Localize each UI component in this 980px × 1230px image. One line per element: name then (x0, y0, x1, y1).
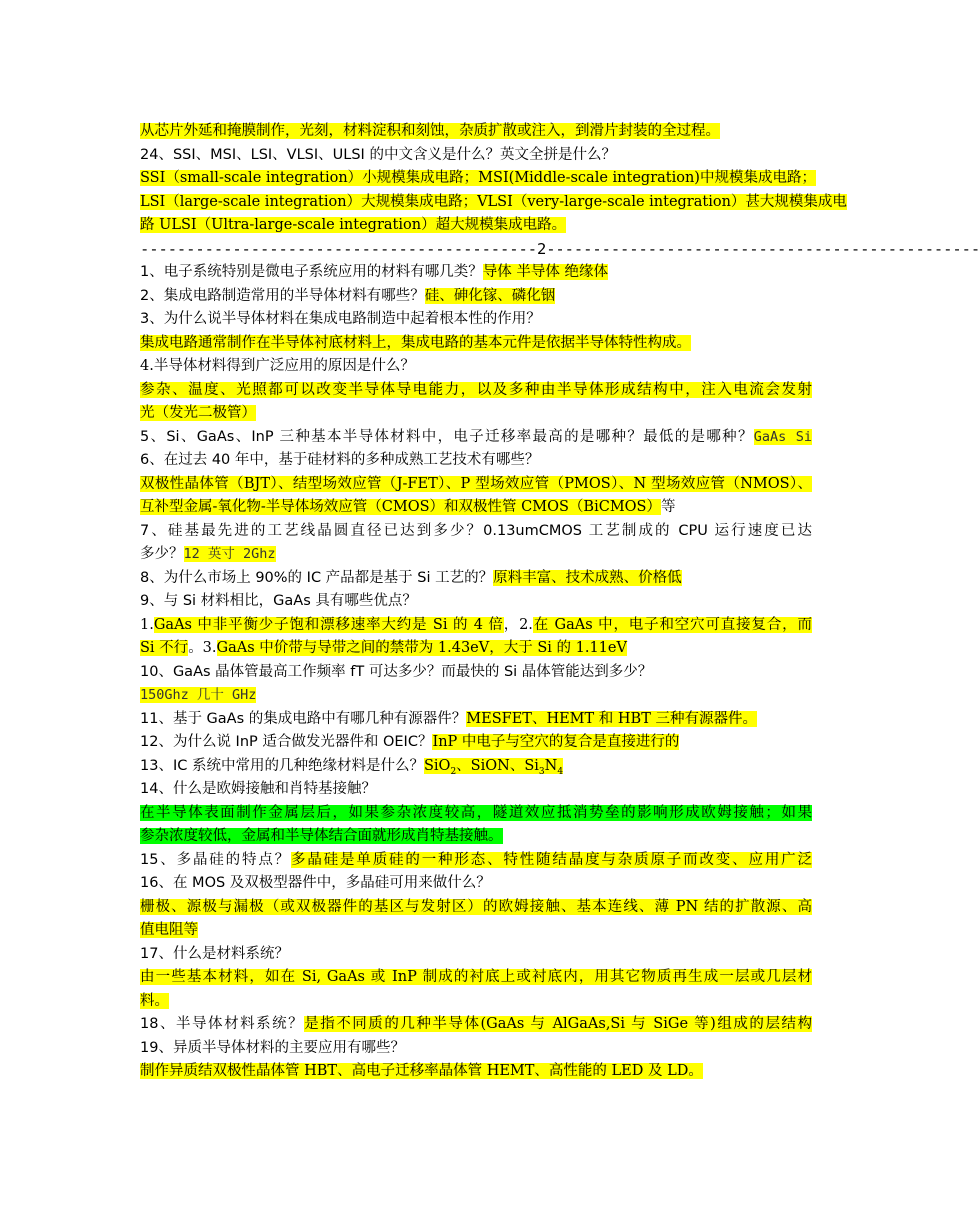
question-11 (140, 708, 812, 732)
question-18 (140, 1013, 812, 1037)
question-text: 1、电子系统特别是微电子系统应用的材料有哪几类？ (140, 264, 483, 280)
answer-line (140, 990, 812, 1014)
answer-text: SSI（small-scale integration）小规模集成电路；MSI(Middle-scale integration)中规模集成电路； (140, 170, 816, 186)
answer-line (140, 919, 812, 943)
answer-line (140, 896, 812, 920)
question-2 (140, 285, 812, 309)
question-19: 19、异质半导体材料的主要应用有哪些？ (140, 1039, 405, 1056)
formula-subscript: 4 (557, 766, 564, 777)
question-9: 9、与 Si 材料相比，GaAs 具有哪些优点？ (140, 593, 417, 609)
list-number: 1. (140, 616, 154, 633)
answer-line (140, 1060, 812, 1084)
question-text: 5、Si、GaAs、InP 三种基本半导体材料中，电子迁移率最高的是哪种？最低的是哪种？ (140, 428, 754, 445)
question-text: 12、为什么说 InP 适合做发光器件和 OEIC？ (140, 734, 433, 750)
formula-part: SiO (423, 757, 451, 774)
text-line (140, 120, 812, 144)
answer-text: LSI（large-scale integration）大规模集成电路；VLSI（very-large-scale integration）甚大规模集成电 (140, 193, 847, 210)
question-3: 3、为什么说半导体材料在集成电路制造中起着根本性的作用？ (140, 311, 541, 327)
question-16: 16、在 MOS 及双极型器件中，多晶硅可用来做什么？ (140, 875, 491, 891)
question-7: 7、硅基最先进的工艺线晶圆直径已达到多少？0.13umCMOS 工艺制成的 CPU 运行速度已达 (140, 522, 812, 539)
answer-text: 料。 (140, 992, 169, 1009)
question-14: 14、什么是欧姆接触和肖特基接触？ (140, 781, 376, 797)
answer-text: 在半导体表面制作金属层后，如果参杂浓度较高，隧道效应抵消势垒的影响形成欧姆接触；如果 (140, 804, 812, 821)
answer-text: 在 GaAs 中，电子和空穴可直接复合，而 (532, 616, 812, 633)
answer-text: 150Ghz 几十 GHz (140, 687, 257, 703)
formula-part: N (544, 757, 558, 774)
answer-line (140, 614, 812, 638)
answer-text (423, 757, 564, 777)
question-6: 6、在过去 40 年中，基于硅材料的多种成熟工艺技术有哪些？ (140, 452, 540, 468)
answer-line (140, 167, 816, 191)
answer-line (140, 332, 812, 356)
answer-text: 路 ULSI（Ultra-large-scale integration）超大规模集成电路。 (140, 217, 567, 233)
question-5 (140, 426, 812, 450)
answer-text: MESFET、HEMT 和 HBT 三种有源器件。 (466, 710, 757, 727)
question-1 (140, 261, 812, 285)
answer-text: Si 不行 (140, 640, 189, 656)
question-text: 13、IC 系统中常用的几种绝缘材料是什么？ (140, 757, 424, 774)
answer-text: 双极性晶体管（BJT）、结型场效应管（J-FET）、P 型场效应管（PMOS）、N 型场效应管（NMOS）、 (140, 475, 812, 492)
question-15 (140, 849, 812, 873)
question-10: 10、GaAs 晶体管最高工作频率 fT 可达多少？而最快的 Si 晶体管能达到多少？ (140, 663, 653, 680)
question-24: 24、SSI、MSI、LSI、VLSI、ULSI 的中文含义是什么？英文全拼是什么？ (140, 146, 616, 163)
question-text: 11、基于 GaAs 的集成电路中有哪几种有源器件？ (140, 710, 467, 727)
formula-subscript: 3 (538, 766, 545, 777)
question-17: 17、什么是材料系统？ (140, 945, 289, 962)
answer-line (140, 684, 812, 708)
answer-line (140, 402, 812, 426)
answer-tail: 等 (661, 499, 676, 515)
answer-text: 由一些基本材料，如在 Si, GaAs 或 InP 制成的衬底上或衬底内，用其它物质再生成一层或几层材 (140, 969, 812, 985)
answer-line (140, 825, 812, 849)
answer-line (140, 637, 812, 661)
formula-part: 、SiON、Si (456, 757, 539, 774)
list-number: 。3. (188, 640, 217, 656)
answer-line (140, 214, 812, 238)
list-number: ，2. (503, 616, 533, 633)
answer-text: 光（发光二极管） (140, 405, 256, 421)
answer-text: GaAs 中价带与导带之间的禁带为 1.43eV，大于 Si 的 1.11eV (216, 640, 627, 656)
answer-text: 多晶硅是单质硅的一种形态、特性随结晶度与杂质原子而改变、应用广泛 (291, 851, 812, 868)
formula-subscript: 2 (450, 766, 457, 777)
question-text: 8、为什么市场上 90%的 IC 产品都是基于 Si 工艺的？ (140, 569, 494, 586)
answer-text: 互补型金属-氧化物-半导体场效应管（CMOS）和双极性管 CMOS（BiCMOS） (140, 499, 661, 515)
answer-text: 制作异质结双极性晶体管 HBT、高电子迁移率晶体管 HEMT、高性能的 LED 及 LD。 (140, 1063, 703, 1079)
answer-text: 硅、砷化镓、磷化铟 (424, 287, 556, 304)
answer-line (140, 966, 812, 990)
question-text: 15、多晶硅的特点？ (140, 851, 291, 868)
answer-text: 原料丰富、技术成熟、价格低 (493, 569, 682, 586)
question-12 (140, 731, 812, 755)
question-text: 多少？ (140, 546, 184, 562)
answer-line (140, 473, 812, 497)
answer-text: 是指不同质的几种半导体(GaAs 与 AlGaAs,Si 与 SiGe 等)组成的层结构 (304, 1016, 812, 1032)
answer-line (140, 802, 812, 826)
answer-text: GaAs Si (753, 428, 812, 445)
document-page (140, 120, 980, 1084)
answer-text: 参杂、温度、光照都可以改变半导体导电能力，以及多种由半导体形成结构中，注入电流会发射 (140, 381, 812, 398)
question-13 (140, 755, 812, 779)
answer-text: GaAs 中非平衡少子饱和漂移速率大约是 Si 的 4 倍 (153, 616, 504, 633)
question-7-cont (140, 543, 812, 567)
answer-line (140, 379, 812, 403)
answer-text: 导体 半导体 绝缘体 (482, 264, 608, 280)
answer-line (140, 496, 812, 520)
question-4: 4.半导体材料得到广泛应用的原因是什么？ (140, 358, 415, 374)
page-divider: -------------------------------------------2----------------------------------------------- (140, 239, 980, 258)
answer-text: 从芯片外延和掩膜制作，光刻，材料淀积和刻蚀，杂质扩散或注入，到滑片封装的全过程。 (140, 123, 720, 139)
answer-text: InP 中电子与空穴的复合是直接进行的 (432, 734, 680, 750)
question-8 (140, 567, 812, 591)
answer-text: 参杂浓度较低，金属和半导体结合面就形成肖特基接触。 (140, 828, 503, 844)
answer-text: 值电阻等 (140, 922, 198, 938)
answer-text: 12 英寸 2Ghz (183, 546, 276, 562)
question-text: 2、集成电路制造常用的半导体材料有哪些？ (140, 287, 425, 304)
answer-line (140, 191, 847, 215)
question-text: 18、半导体材料系统？ (140, 1016, 305, 1032)
answer-text: 栅极、源极与漏极（或双极器件的基区与发射区）的欧姆接触、基本连线、薄 PN 结的扩散源、高 (140, 898, 812, 915)
answer-text: 集成电路通常制作在半导体衬底材料上，集成电路的基本元件是依据半导体特性构成。 (140, 334, 691, 351)
